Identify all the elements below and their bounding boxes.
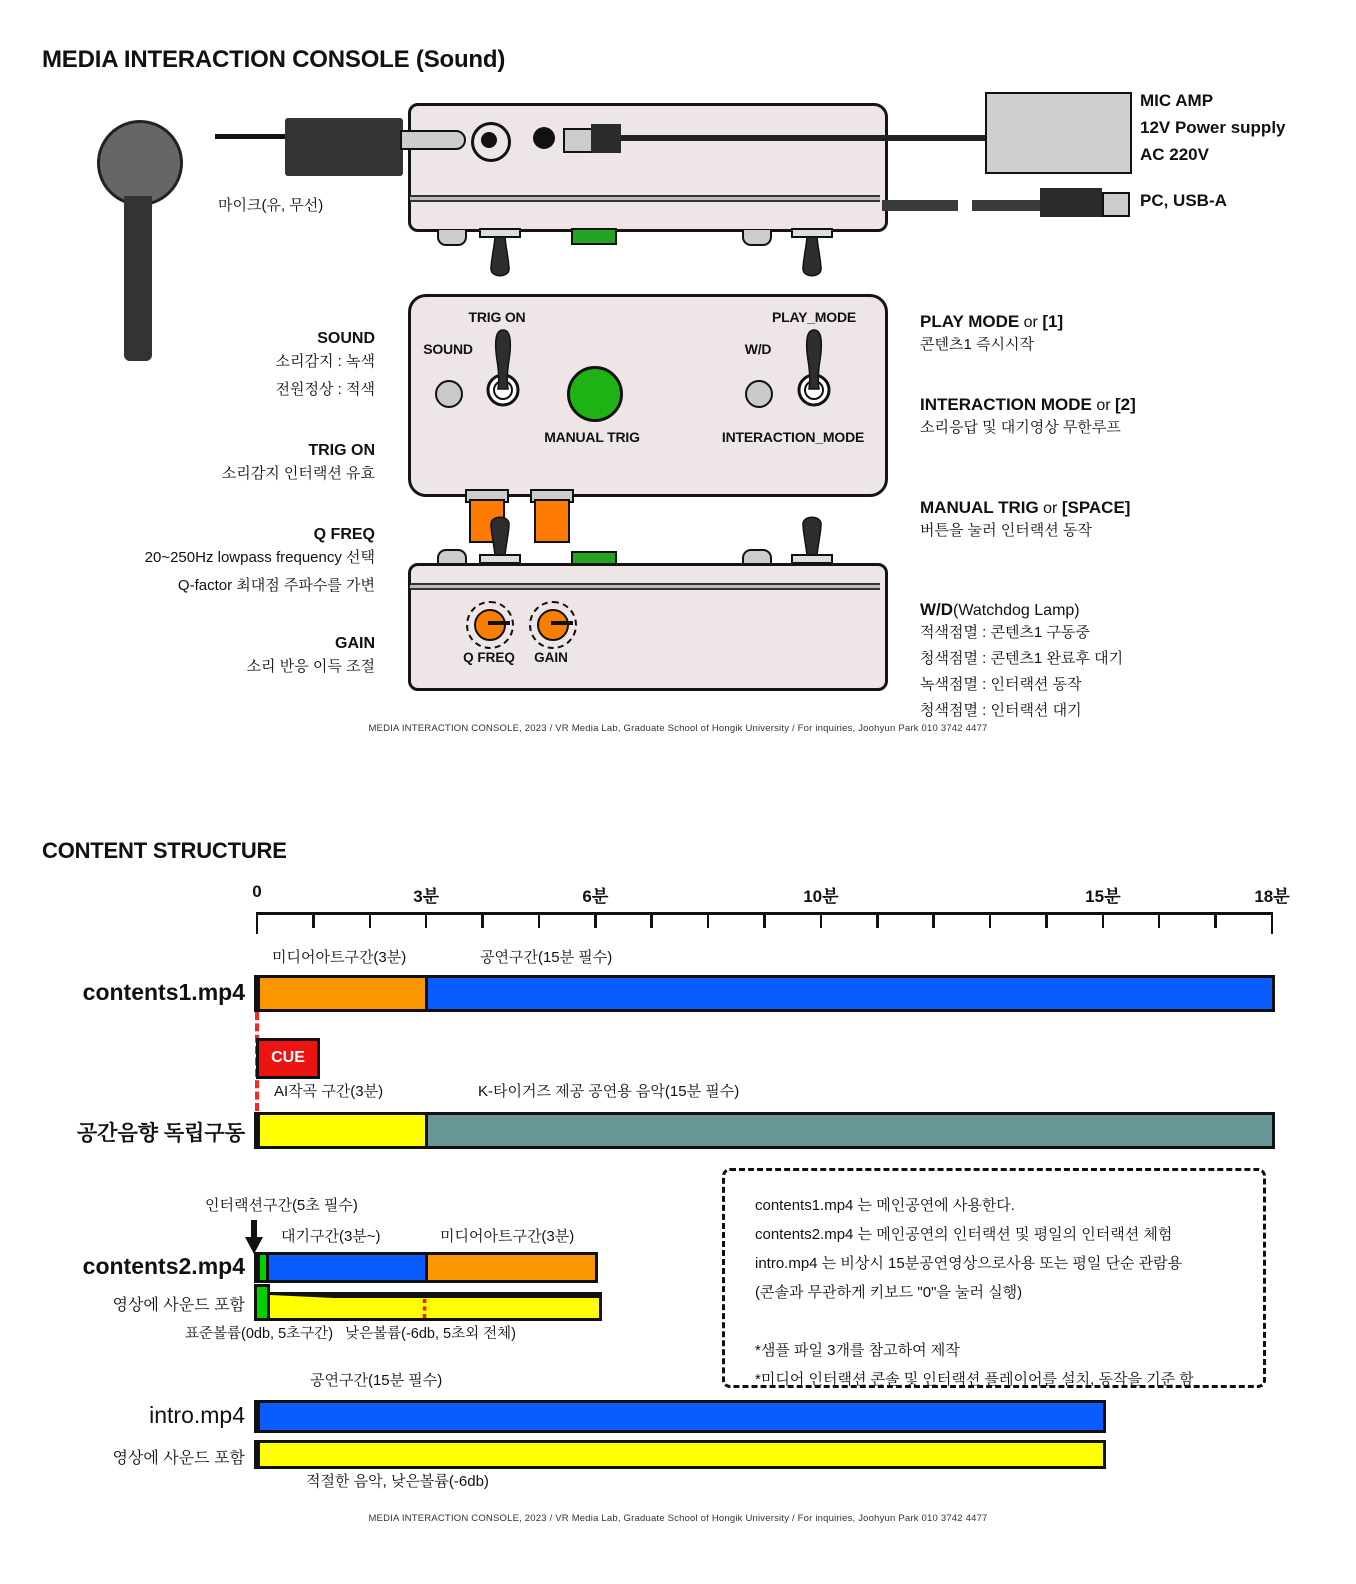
note-text-line: contents2.mp4 는 메인공연의 인터랙션 및 평일의 인터랙션 체험: [755, 1226, 1173, 1243]
interaction-mode-label: INTERACTION_MODE: [721, 429, 865, 445]
note-text-line: [755, 1307, 1263, 1336]
q-freq-label: Q FREQ: [463, 650, 515, 665]
bar-segment: [260, 1255, 266, 1280]
segment-label: K-타이거즈 제공 공연용 음악(15분 필수): [478, 1083, 740, 1100]
note-line: 소리응답 및 대기영상 무한루프: [920, 419, 1121, 436]
mic-label: 마이크(유, 무선): [218, 197, 324, 214]
note-strong: [1]: [1042, 312, 1064, 331]
note-line: 20~250Hz lowpass frequency 선택: [144, 549, 375, 566]
segment-label: 공연구간(15분 필수): [480, 949, 613, 966]
ruler-tick: [1045, 912, 1048, 928]
ruler-tick: [1102, 912, 1105, 928]
ruler-tick: [820, 912, 823, 928]
ruler-tick: [481, 912, 484, 928]
usb-label: PC, USB-A: [1140, 191, 1227, 210]
ruler-tick-label: 3분: [413, 887, 440, 906]
note-strong: [2]: [1115, 395, 1136, 414]
notes-box: [722, 1168, 1266, 1388]
cue-badge: CUE: [256, 1038, 320, 1079]
note-strong: PLAY MODE: [920, 312, 1020, 331]
note-line: 버튼을 눌러 인터랙션 동작: [920, 522, 1092, 539]
page-title: MEDIA INTERACTION CONSOLE (Sound): [42, 46, 506, 73]
segment-label: 미디어아트구간(3분): [440, 1228, 575, 1245]
note-text-line: intro.mp4 는 비상시 15분공연영상으로사용 또는 평일 단순 관람용: [755, 1255, 1183, 1272]
timeline-bar-spatial: [254, 1112, 1275, 1149]
ruler-tick-label: 18분: [1254, 887, 1290, 906]
manual-trig-label: MANUAL TRIG: [544, 429, 640, 445]
ruler-tick: [989, 912, 992, 928]
bar-segment: [428, 1255, 596, 1280]
timeline-bar-intro_video: [254, 1400, 1106, 1433]
segment-label: 공연구간(15분 필수): [310, 1372, 443, 1389]
segment-label: AI작곡 구간(3분): [274, 1083, 384, 1100]
ruler-tick: [538, 912, 541, 928]
trig-on-label: TRIG ON: [468, 309, 526, 325]
ruler-tick: [1271, 912, 1274, 934]
note-strong: INTERACTION MODE: [920, 395, 1092, 414]
note-mid: or: [1038, 500, 1062, 517]
sound-label: SOUND: [423, 341, 473, 357]
note-line: 소리감지 인터랙션 유효: [221, 465, 375, 482]
note-head: Q FREQ: [313, 526, 375, 543]
timeline-row-label: contents1.mp4: [82, 979, 245, 1006]
psu-label: AC 220V: [1140, 145, 1209, 164]
credit-line: MEDIA INTERACTION CONSOLE, 2023 / VR Media Lab, Graduate School of Hongik University / For inquiries, Joohyun Park 010 3742 4477: [368, 723, 988, 734]
bar-segment: [260, 978, 425, 1009]
note-line: 소리감지 : 녹색: [275, 353, 375, 370]
ruler-tick: [707, 912, 710, 928]
credit-line: MEDIA INTERACTION CONSOLE, 2023 / VR Media Lab, Graduate School of Hongik University / For inquiries, Joohyun Park 010 3742 4477: [368, 1513, 988, 1524]
volume-caption: 표준볼륨(0db, 5초구간) 낮은볼륨(-6db, 5초외 전체): [185, 1326, 516, 1342]
note-head: SOUND: [317, 330, 375, 347]
ruler-tick: [1158, 912, 1161, 928]
note-strong: [SPACE]: [1061, 498, 1131, 517]
note-line: 청색점멸 : 인터랙션 대기: [920, 702, 1082, 719]
note-line: 적색점멸 : 콘텐츠1 구동중: [920, 624, 1090, 641]
timeline-row-label: intro.mp4: [149, 1402, 245, 1429]
ruler-tick-label: 10분: [803, 887, 839, 906]
note-line: 전원정상 : 적색: [275, 381, 375, 398]
bar-segment: [260, 1443, 1103, 1466]
row-label-contents2-audio: 영상에 사운드 포함: [112, 1297, 245, 1314]
note-mid: or: [1019, 314, 1043, 331]
ruler-tick: [876, 912, 879, 928]
ruler-tick-label: 15분: [1085, 887, 1121, 906]
bar-segment: [428, 1115, 1272, 1146]
segment-label: 인터랙션구간(5초 필수): [205, 1197, 358, 1214]
segment-label: 미디어아트구간(3분): [272, 949, 407, 966]
note-head: GAIN: [335, 635, 375, 652]
ruler-tick: [425, 912, 428, 928]
psu-label: MIC AMP: [1140, 91, 1214, 110]
gain-label: GAIN: [534, 650, 568, 665]
psu-label: 12V Power supply: [1140, 118, 1286, 137]
ruler-tick: [932, 912, 935, 928]
note-head: TRIG ON: [308, 442, 375, 459]
bar-segment: [428, 978, 1272, 1009]
note-line: Q-factor 최대점 주파수를 가변: [177, 577, 375, 594]
timeline-row-label: 영상에 사운드 포함: [112, 1449, 245, 1467]
note-mid: or: [1091, 397, 1116, 414]
note-text-line: (콘솔과 무관하게 키보드 "0"을 눌러 실행): [755, 1284, 1023, 1301]
play-mode-label: PLAY_MODE: [771, 309, 857, 325]
timeline-bar-contents2: [254, 1252, 598, 1283]
section-title: CONTENT STRUCTURE: [42, 838, 287, 863]
ruler-tick: [256, 912, 259, 934]
note-text-line: contents1.mp4 는 메인공연에 사용한다.: [755, 1197, 1015, 1214]
note-line: 청색점멸 : 콘텐츠1 완료후 대기: [920, 650, 1124, 667]
ruler-tick: [369, 912, 372, 928]
note-strong: W/D: [920, 600, 954, 619]
ruler-tick: [312, 912, 315, 928]
contents2-audio-bar: [254, 1284, 602, 1321]
bar-segment: [269, 1255, 425, 1280]
ruler-tick: [1214, 912, 1217, 928]
timeline-row-label: 공간음향 독립구동: [76, 1122, 245, 1146]
timeline-bar-intro_audio: [254, 1440, 1106, 1469]
note-mid: (Watchdog Lamp): [953, 602, 1080, 619]
segment-label: 대기구간(3분~): [281, 1228, 381, 1245]
ruler-tick: [650, 912, 653, 928]
timeline-bar-contents1: [254, 975, 1275, 1012]
note-line: 소리 반응 이득 조절: [246, 658, 375, 675]
ruler-tick-label: 0: [252, 882, 262, 901]
ruler-tick-label: 6분: [582, 887, 609, 906]
note-line: 녹색점멸 : 인터랙션 동작: [920, 676, 1082, 693]
note-strong: MANUAL TRIG: [920, 498, 1039, 517]
bar-segment: [260, 1115, 425, 1146]
timeline-row-label: contents2.mp4: [82, 1253, 245, 1280]
note-line: 콘텐츠1 즉시시작: [920, 336, 1034, 353]
segment-label: 적절한 음악, 낮은볼륨(-6db): [306, 1473, 489, 1490]
down-arrow-icon: [243, 1220, 265, 1256]
ruler-tick: [594, 912, 597, 928]
bar-segment: [260, 1403, 1103, 1430]
note-text-line: *미디어 인터랙션 콘솔 및 인터랙션 플레이어를 설치, 동작을 기준 함: [755, 1371, 1194, 1388]
ruler-tick: [763, 912, 766, 928]
note-text-line: *샘플 파일 3개를 참고하여 제작: [755, 1342, 960, 1359]
wd-label: W/D: [744, 341, 772, 357]
